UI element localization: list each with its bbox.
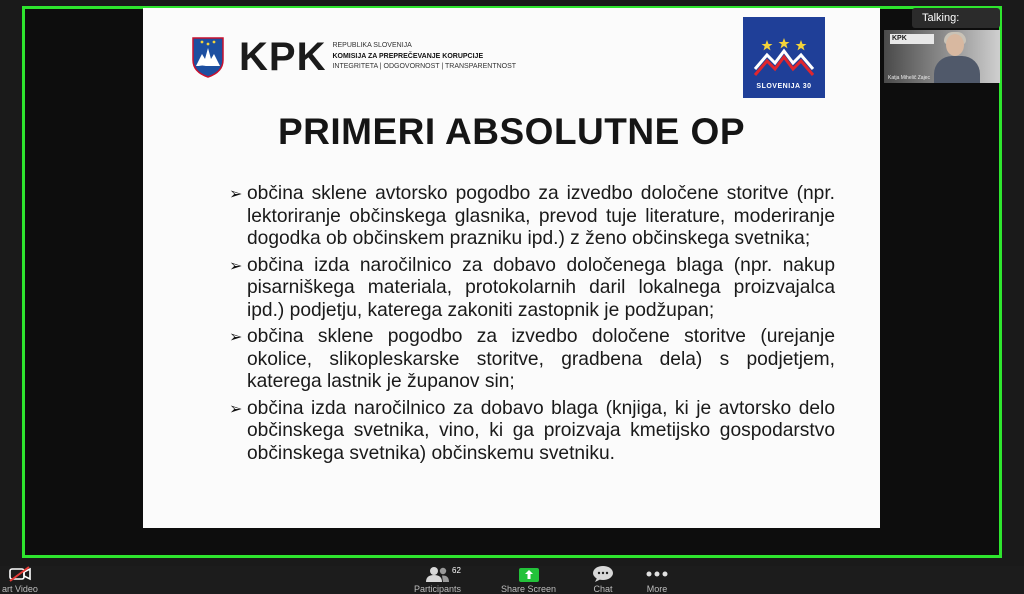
- talking-indicator: Talking:: [912, 8, 1000, 28]
- participants-label: Participants: [414, 584, 462, 594]
- presentation-slide: [143, 8, 880, 528]
- chat-label: Chat: [593, 584, 613, 594]
- participants-icon: [423, 566, 453, 582]
- bullet-text: občina sklene pogodbo za izvedbo določene storitve (urejanje okolice, slikopleskarske storitve, gradbena dela) s podjetjem, katerega lastnik je županov sin;: [247, 326, 835, 392]
- slovenija-30-label: SLOVENIJA 30: [756, 83, 812, 90]
- kpk-subtitle: [332, 42, 516, 72]
- slovenija-30-logo: [743, 17, 825, 98]
- speaker-video-thumbnail[interactable]: [884, 30, 1000, 83]
- video-off-icon: [7, 566, 33, 582]
- bullet-text: občina sklene avtorsko pogodbo za izvedbo določene storitve (npr. lektoriranje občinskega glasnika, prevod tuje literature, moderiranje dogodka ob občinskem prazniku ipd.) z ženo občinskega svetnika;: [247, 183, 835, 249]
- meeting-toolbar: [0, 566, 1024, 594]
- start-video-button[interactable]: [2, 566, 38, 594]
- chat-button[interactable]: [590, 566, 616, 594]
- speaker-name: Katja Mihelič Zajec: [888, 75, 930, 81]
- more-label: More: [646, 584, 668, 594]
- thumbnail-kpk-logo: KPK: [890, 34, 934, 44]
- more-button[interactable]: [642, 566, 672, 594]
- share-screen-label: Share Screen: [501, 584, 557, 594]
- start-video-label: art Video: [2, 584, 38, 594]
- slovenija-30-emblem-icon: [753, 37, 815, 77]
- bullet-text: občina izda naročilnico za dobavo določenega blaga (npr. nakup pisarniškega materiala, protokolarnih daril lokalnega proizvajalca ipd.) podjetju, katerega zakoniti zastopnik je podžupan;: [247, 254, 835, 321]
- bullet-text: občina izda naročilnico za dobavo blaga (knjiga, ki je avtorsko delo občinskega svetnika, vino, ki ga proizvaja kmetijsko gospodarstvo občinskega svetnika) občinskemu svetniku.: [247, 397, 835, 464]
- list-item: [229, 183, 835, 251]
- kpk-subtitle-line3: INTEGRITETA | ODGOVORNOST | TRANSPARENTNOST: [332, 63, 517, 71]
- kpk-logo: [191, 36, 516, 78]
- participants-count: 62: [452, 566, 461, 575]
- chat-icon: [590, 566, 616, 582]
- share-screen-icon: [517, 566, 541, 582]
- kpk-wordmark: KPK: [239, 35, 327, 79]
- kpk-subtitle-line1: REPUBLIKA SLOVENIJA: [332, 41, 412, 49]
- arrow-bullet-icon: ➢: [229, 257, 243, 275]
- list-item: [229, 255, 835, 323]
- slide-title: PRIMERI ABSOLUTNE OP: [277, 111, 746, 152]
- arrow-bullet-icon: ➢: [229, 186, 243, 203]
- slovenia-coat-of-arms-icon: [191, 36, 225, 78]
- share-screen-button[interactable]: [501, 566, 556, 594]
- list-item: [229, 326, 835, 394]
- speaker-avatar: [946, 34, 964, 56]
- bullet-list: [229, 183, 835, 469]
- more-dots-icon: [642, 566, 672, 582]
- kpk-subtitle-line2: KOMISIJA ZA PREPREČEVANJE KORUPCIJE: [332, 52, 484, 60]
- arrow-bullet-icon: ➢: [229, 400, 243, 418]
- list-item: [229, 398, 835, 466]
- arrow-bullet-icon: ➢: [229, 329, 243, 346]
